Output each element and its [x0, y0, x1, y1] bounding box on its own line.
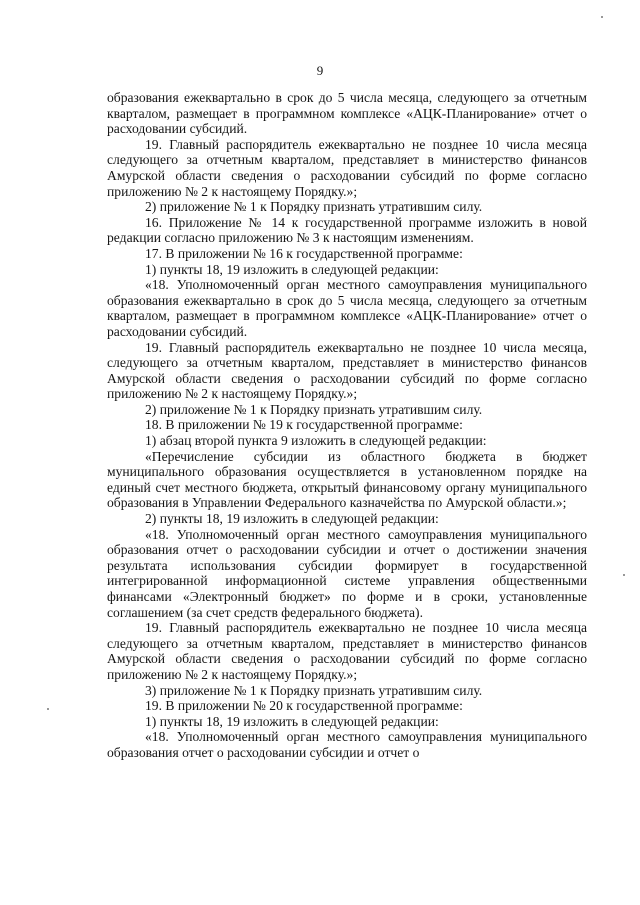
- paragraph-4: 16. Приложение № 14 к государственной программе изложить в новой редакции согласно приложению № 3 к настоящим изменениям.: [107, 214, 587, 246]
- paragraph-16: 3) приложение № 1 к Порядку признать утратившим силу.: [145, 682, 483, 698]
- scan-speck: [623, 574, 625, 576]
- paragraph-9: 2) приложение № 1 к Порядку признать утратившим силу.: [145, 401, 483, 417]
- document-body: [107, 90, 587, 761]
- paragraph-13: 2) пункты 18, 19 изложить в следующей редакции:: [145, 511, 439, 527]
- paragraph-2: 19. Главный распорядитель ежеквартально не позднее 10 числа месяца следующего за отчетным кварталом, представляет в министерство финансов Амурской области сведения о расходовании субсидий по форме согласно приложению № 2 к настоящему Порядку.»;: [107, 136, 587, 199]
- scan-speck: [601, 16, 603, 18]
- paragraph-7: «18. Уполномоченный орган местного самоуправления муниципального образования ежеквартально в срок до 5 числа месяца, следующего за отчетным кварталом, размещает в программном комплексе «АЦК-Планирование» отчет о расходовании субсидий.: [107, 277, 587, 339]
- paragraph-8: 19. Главный распорядитель ежеквартально не позднее 10 числа месяца, следующего за отчетным кварталом, представляет в министерство финансов Амурской области сведения о расходовании субсидий по форме согласно приложению № 2 к настоящему Порядку.»;: [107, 339, 587, 402]
- paragraph-15: 19. Главный распорядитель ежеквартально не позднее 10 числа месяца следующего за отчетным кварталом, представляет в министерство финансов Амурской области сведения о расходовании субсидий по форме согласно приложению № 2 к настоящему Порядку.»;: [107, 620, 587, 682]
- paragraph-3: 2) приложение № 1 к Порядку признать утратившим силу.: [145, 199, 483, 215]
- scan-speck: [47, 708, 49, 710]
- paragraph-11: 1) абзац второй пункта 9 изложить в следующей редакции:: [145, 433, 487, 449]
- paragraph-14: «18. Уполномоченный орган местного самоуправления муниципального образования отчет о расходовании субсидии и отчет о достижении значения результата использования субсидии формирует в государственной интегрированной информационной системе управления общественными финансами «Электронный бюджет» по форме и в сроки, установленные соглашением (за счет средств федерального бюджета).: [107, 526, 587, 620]
- paragraph-17: 19. В приложении № 20 к государственной программе:: [145, 698, 463, 714]
- paragraph-1: образования ежеквартально в срок до 5 числа месяца, следующего за отчетным кварталом, размещает в программном комплексе «АЦК-Планирование» отчет о расходовании субсидий.: [107, 90, 587, 137]
- paragraph-5: 17. В приложении № 16 к государственной программе:: [145, 245, 463, 261]
- page-number: 9: [316, 63, 324, 78]
- paragraph-19: «18. Уполномоченный орган местного самоуправления муниципального образования отчет о расходовании субсидии и отчет о: [107, 729, 587, 760]
- paragraph-6: 1) пункты 18, 19 изложить в следующей редакции:: [145, 261, 439, 277]
- paragraph-10: 18. В приложении № 19 к государственной программе:: [145, 417, 463, 433]
- paragraph-18: 1) пункты 18, 19 изложить в следующей редакции:: [145, 713, 439, 729]
- paragraph-12: «Перечисление субсидии из областного бюджета в бюджет муниципального образования осуществляется в установленном порядке на единый счет местного бюджета, открытый финансовому органу муниципального образования в Управлении Федерального казначейства по Амурской области.»;: [107, 448, 587, 511]
